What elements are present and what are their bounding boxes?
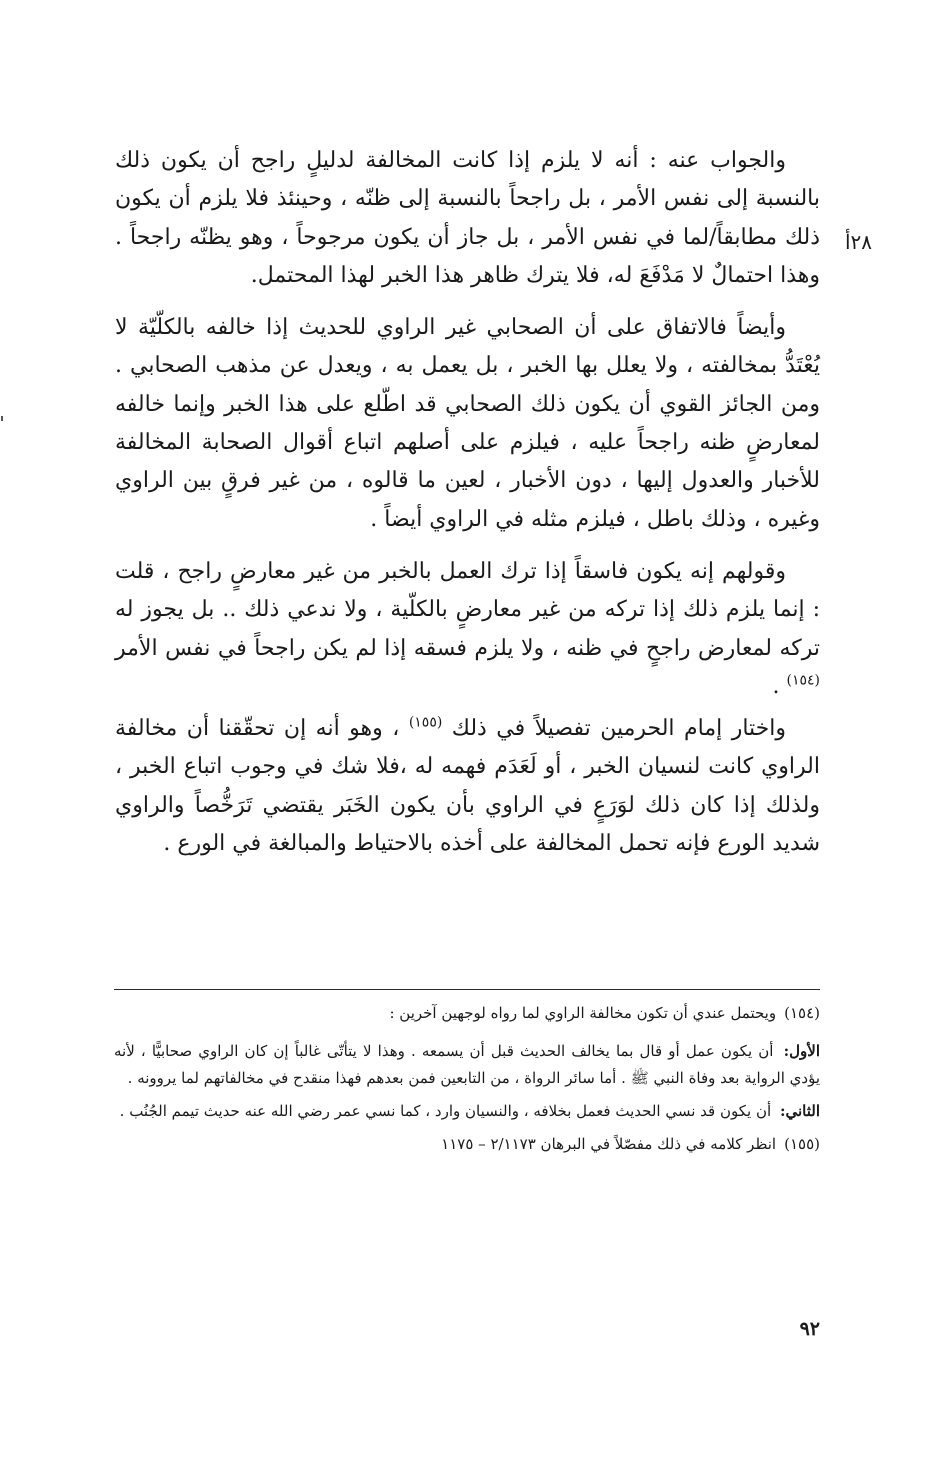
page-number: ٩٢ [799,1318,820,1340]
paragraph-sinfulness: وقولهم إنه يكون فاسقاً إذا ترك العمل بالخبر من غير معارضٍ راجح ، قلت : إنما يلزم ذلك إذا تركه من غير معارضٍ بالكلّية ، ولا ندعي ذلك .. بل يجوز له تركه لمعارض راجحٍ في ظنه ، ولا يلزم فسقه إذا لم يكن راجحاً في نفس الأمر $^{(١٥٤)}$ . [115,558,820,699]
footnote-separator [114,989,820,990]
second-reason-label: الثاني: [779,1102,820,1120]
footnote-155 [114,1131,820,1158]
footnote-ref-154[interactable]: (١٥٤) [786,672,820,689]
paragraph-reply: والجواب عنه : أنه لا يلزم إذا كانت المخالفة لدليلٍ راجح أن يكون ذلك بالنسبة إلى نفس الأمر ، بل راجحاً بالنسبة إلى ظنّه ، وحينئذ فلا يلزم أن يكون ذلك مطابقاً/لما في نفس الأمر ، بل جاز أن يكون مرجوحاً ، وهو يظنّه راجحاً . وهذا احتمالٌ لا مَدْفَعَ له، فلا يترك ظاهر هذا الخبر لهذا المحتمل. [115,148,820,288]
footnote-154-number: (١٥٤) [784,1004,820,1022]
manuscript-folio-note: ٢٨أ [844,230,872,254]
footnote-154-second-reason [114,1098,820,1125]
paragraph-haramayn-body: ، وهو أنه إن تحقّقنا أن مخالفة الراوي كانت لنسيان الخبر ، أو لَعَدَم فهمه له ،فلا شك في وجوب اتباع الخبر ، ولذلك إذا كان ذلك لوَرَعٍ في الراوي بأن يكون الخَبَر يقتضي تَرَخُّصاً والراوي شديد الورع فإنه تحمل المخالفة على أخذه بالاحتياط والمبالغة في الورع . [115,716,820,857]
paragraph-haramayn [115,710,820,863]
main-text [115,142,820,863]
second-reason-text: أن يكون قد نسي الحديث فعمل بخلافه ، والنسيان وارد ، كما نسي عمر رضي الله عنه حديث تيمم الجُنُب . [119,1102,772,1120]
first-reason-label: الأول: [783,1042,821,1060]
footnotes [114,1000,820,1158]
paragraph-sinfulness-text: وقولهم إنه يكون فاسقاً إذا ترك العمل بالخبر من غير معارضٍ راجح ، قلت : إنما يلزم ذلك إذا تركه من غير معارضٍ بالكلّية ، ولا ندعي ذلك .. بل يجوز له تركه لمعارض راجحٍ في ظنه ، ولا يلزم فسقه إذا لم يكن راجحاً في نفس الأمر [115,558,820,661]
footnote-155-text: انظر كلامه في ذلك مفصّلاً في البرهان ٢/١١٧٣ – ١١٧٥ [441,1135,777,1153]
scan-artifact [1,416,3,421]
footnote-155-number: (١٥٥) [784,1135,820,1153]
footnote-ref-155[interactable]: (١٥٥) [408,714,443,731]
paragraph-agreement: وأيضاً فالاتفاق على أن الصحابي غير الراوي للحديث إذا خالفه بالكلّيّة لا يُعْتَدُّ بمخالفته ، ولا يعلل بها الخبر ، بل يعمل به ، ويعدل عن مذهب الصحابي . ومن الجائز القوي أن يكون ذلك الصحابي قد اطّلع على هذا الخبر وإنما خالفه لمعارضٍ ظنه راجحاً عليه ، فيلزم على أصلهم اتباع أقوال الصحابة المخالفة للأخبار والعدول إليها ، دون الأخبار ، لعين ما قالوه ، من غير فرقٍ بين الراوي وغيره ، وذلك باطل ، فيلزم مثله في الراوي أيضاً . [115,315,820,532]
footnote-154 [114,1000,820,1027]
first-reason-text: أن يكون عمل أو قال بما يخالف الحديث قبل أن يسمعه . وهذا لا يتأتّى غالباً إن كان الراوي صحابيًّا ، لأنه يؤدي الرواية بعد وفاة النبي ﷺ . أما سائر الرواة ، من التابعين فمن بعدهم فهذا منقدح في مخالفاتهم لما يروونه . [114,1042,820,1087]
footnote-154-first-reason [114,1038,820,1092]
footnote-154-text: ويحتمل عندي أن تكون مخالفة الراوي لما رواه لوجهين آخرين : [389,1004,777,1022]
paragraph-haramayn-intro: واختار إمام الحرمين تفصيلاً في ذلك [451,716,786,742]
